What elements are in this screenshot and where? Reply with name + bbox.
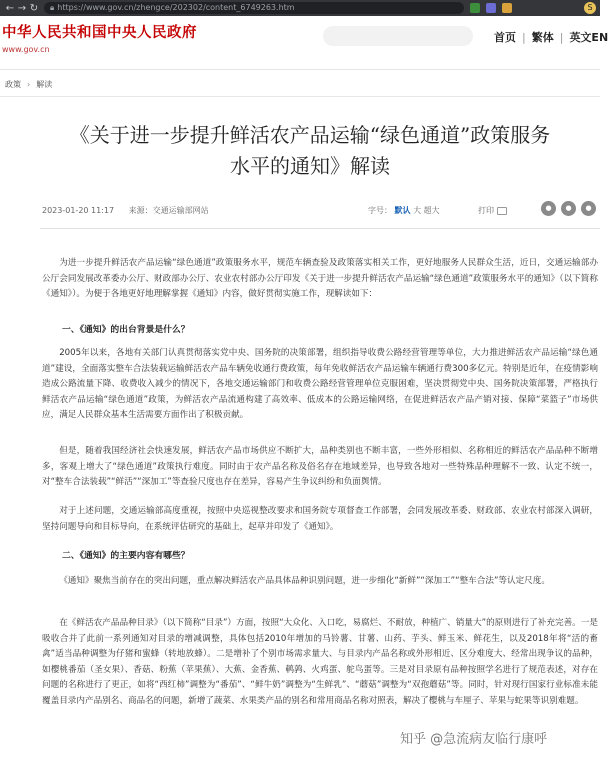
url-text: https://www.gov.cn/zhengce/202302/content_6749263.htm xyxy=(57,3,295,12)
print-label: 打印 xyxy=(478,206,494,215)
source-label: 来源： xyxy=(128,206,153,215)
search-input[interactable] xyxy=(323,26,473,46)
font-size-large[interactable]: 大 xyxy=(413,206,422,215)
article-paragraph: 为进一步提升鲜活农产品运输“绿色通道”政策服务水平，规范车辆查验及政策落实相关工作，更好地服务人民群众生活，近日，交通运输部办公厅会同发展改革委办公厅、财政部办公厅、农业农村部办公厅印发《关于进一步提升鲜活农产品运输“绿色通道”政策服务水平的通知》（以下简称《通知》）。为便于各地更好地理解掌握《通知》内容，做好贯彻实施工作，现解读如下： xyxy=(42,258,598,300)
section-heading: 二、《通知》的主要内容有哪些？ xyxy=(62,551,190,561)
title-line-2: 水平的通知》解读 xyxy=(230,154,390,178)
watermark: 知乎 @急流病友临行康呼 xyxy=(400,732,548,747)
site-logo[interactable]: 中华人民共和国中央人民政府 xyxy=(2,24,197,41)
weibo-share-icon[interactable]: ● xyxy=(561,201,576,216)
wechat-share-icon[interactable]: ● xyxy=(541,201,556,216)
browser-toolbar xyxy=(0,0,600,16)
chevron-right-icon: › xyxy=(27,80,31,89)
divider xyxy=(0,96,600,97)
site-domain: www.gov.cn xyxy=(2,45,50,54)
header-nav xyxy=(494,29,608,45)
nav-divider: | xyxy=(559,31,564,44)
site-header xyxy=(0,16,608,70)
divider xyxy=(40,228,600,229)
extension-icon[interactable] xyxy=(486,3,496,13)
article-paragraph: 在《鲜活农产品品种目录》（以下简称“目录”）方面，按照“大众化、入口吃，易腐烂、不耐放，种植广、销量大”的原则进行了补充完善。一是吸收合并了此前一系列通知对目录的增减调整，具体包括2010年增加的马铃薯、甘薯、山药、芋头、鲜玉米、鲜花生，以及2018年将“活的畜禽”适当品种调整为仔猪和蜜蜂（转地放蜂）。二是增补了个别市场需求量大、与目录内产品名称或外形相近、区分难度大、经常出现争议的品种，如樱桃番茄（圣女果）、香菇、粉蕉（苹果蕉）、大蕉、金香蕉、鹌鹑、火鸡蛋、鸵鸟蛋等。三是对目录原有品种按照学名进行了规范表述，对存在问题的名称进行了更正，如将“西红柿”调整为“番茄”、“鲜牛奶”调整为“生鲜乳”、“蘑菇”调整为“双孢蘑菇”等。同时，针对现行国家行业标准未能覆盖目录内产品别名、商品名的问题，新增了蔬菜、水果类产品的别名和常用商品名称对照表，解决了樱桃与车厘子、苹果与蛇果等识别难题。 xyxy=(42,618,598,706)
section-heading: 一、《通知》的出台背景是什么？ xyxy=(62,325,190,335)
font-size-label: 字号： xyxy=(368,206,392,215)
nav-english[interactable]: 英文EN xyxy=(569,31,608,44)
breadcrumb xyxy=(5,79,52,90)
page-title xyxy=(20,120,600,182)
nav-home[interactable]: 首页 xyxy=(494,31,516,44)
article-meta xyxy=(42,205,209,216)
breadcrumb-item-interpretation[interactable]: 解读 xyxy=(36,80,53,89)
more-share-icon[interactable]: ● xyxy=(581,201,596,216)
article-paragraph: 对于上述问题，交通运输部高度重视，按照中央巡视整改要求和国务院专项督查工作部署，会同发展改革委、财政部、农业农村部深入调研，坚持问题导向和目标导向，在系统评估研究的基础上，起草并印发了《通知》。 xyxy=(42,506,598,532)
extension-icon[interactable] xyxy=(502,3,512,13)
share-bar xyxy=(541,201,601,216)
article-paragraph: 2005年以来，各地有关部门认真贯彻落实党中央、国务院的决策部署，组织指导收费公路经营管理等单位，大力推进鲜活农产品运输“绿色通道”建设，全面落实整车合法装载运输鲜活农产品车辆免收通行费政策，每年免收鲜活农产品运输车辆通行费300多亿元。特别是近年，在疫情影响造成公路流量下降、收费收入减少的情况下，各地交通运输部门和收费公路经营管理单位克服困难，坚决贯彻党中央、国务院决策部署，严格执行鲜活农产品运输“绿色通道”政策，为鲜活农产品流通构建了高效率、低成本的公路运输网络，在促进鲜活农产品产销对接、保障“菜篮子”市场供应，满足人民群众基本生活需要方面作出了积极贡献。 xyxy=(42,348,598,421)
address-bar[interactable] xyxy=(44,2,464,14)
extension-icon[interactable] xyxy=(470,3,480,13)
publish-date: 2023-01-20 11:17 xyxy=(42,206,115,215)
printer-icon xyxy=(497,207,507,215)
source-name: 交通运输部网站 xyxy=(152,206,209,215)
breadcrumb-item-policy[interactable]: 政策 xyxy=(5,80,21,89)
print-button[interactable] xyxy=(478,205,507,216)
article-paragraph: 但是，随着我国经济社会快速发展，鲜活农产品市场供应不断扩大，品种类别也不断丰富，一些外形相似、名称相近的鲜活农产品品种不断增多，客观上增大了“绿色通道”政策执行难度。同时由于农产品名称及俗名存在地域差异，也导致各地对一些特殊品种理解不一致、认定不统一，对“整车合法装载”“鲜活”“深加工”等查验尺度也存在差异，容易产生争议纠纷和负面舆情。 xyxy=(42,446,598,488)
reload-icon[interactable]: ↻ xyxy=(29,2,39,14)
nav-traditional[interactable]: 繁体 xyxy=(531,31,554,44)
article-paragraph: 《通知》聚焦当前存在的突出问题，重点解决鲜活农产品具体品种识别问题，进一步细化“新鲜”“深加工”“整车合法”等认定尺度。 xyxy=(59,576,550,586)
font-size-default[interactable]: 默认 xyxy=(394,206,411,215)
forward-icon[interactable]: → xyxy=(17,2,27,14)
lock-icon: 🔒︎ xyxy=(50,3,55,12)
font-size-control xyxy=(368,205,440,216)
font-size-xlarge[interactable]: 超大 xyxy=(423,206,440,215)
title-line-1: 《关于进一步提升鲜活农产品运输“绿色通道”政策服务 xyxy=(69,123,551,147)
profile-avatar[interactable]: S xyxy=(584,2,596,14)
nav-divider: | xyxy=(522,31,526,44)
back-icon[interactable]: ← xyxy=(5,2,15,14)
